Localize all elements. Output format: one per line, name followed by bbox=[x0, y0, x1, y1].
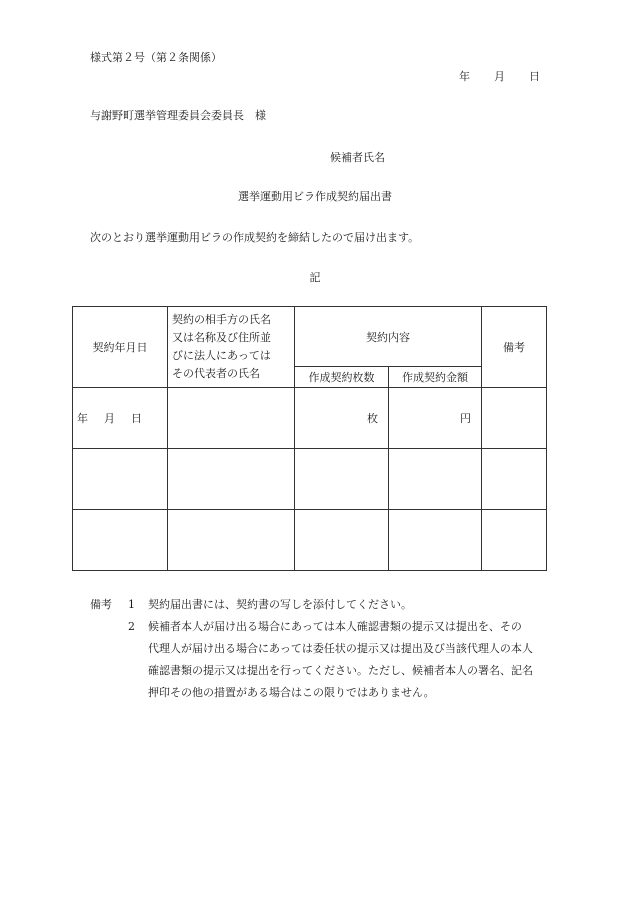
date-line bbox=[459, 71, 540, 82]
row-party-cell[interactable] bbox=[168, 449, 295, 510]
header-contract-details: 契約内容 bbox=[295, 307, 482, 367]
header-party-line: その代表者の氏名 bbox=[172, 367, 260, 380]
note-number: 2 bbox=[128, 620, 135, 633]
table-row bbox=[73, 449, 547, 510]
row-amount-cell[interactable] bbox=[389, 510, 482, 571]
note-line: 代理人が届け出る場合にあっては委任状の提示又は提出及び当該代理人の本人 bbox=[148, 642, 533, 655]
contract-table bbox=[72, 306, 547, 571]
document-title: 選挙運動用ビラ作成契約届出書 bbox=[238, 190, 392, 203]
table-row bbox=[73, 510, 547, 571]
row-remarks-cell[interactable] bbox=[482, 510, 547, 571]
note-line: 候補者本人が届け出る場合にあっては本人確認書類の提示又は提出を、その bbox=[148, 620, 522, 633]
header-quantity: 作成契約枚数 bbox=[295, 367, 389, 388]
note-item bbox=[90, 616, 550, 704]
note-number: 1 bbox=[128, 598, 135, 611]
notes-section bbox=[90, 594, 550, 704]
row-amount-cell[interactable] bbox=[389, 449, 482, 510]
row-date-day: 日 bbox=[131, 412, 142, 425]
row-remarks-cell[interactable] bbox=[482, 388, 547, 449]
form-number: 様式第２号（第２条関係） bbox=[90, 51, 222, 64]
header-party-line: 契約の相手方の氏名 bbox=[172, 313, 271, 326]
note-line: 確認書類の提示又は提出を行ってください。ただし、候補者本人の署名、記名 bbox=[148, 664, 533, 677]
row-date-year: 年 bbox=[77, 412, 88, 425]
row-date-month: 月 bbox=[104, 412, 115, 425]
row-date-cell bbox=[73, 388, 168, 449]
header-contract-date: 契約年月日 bbox=[73, 307, 168, 388]
note-item bbox=[90, 594, 550, 616]
header-party-line: 又は名称及び住所並 bbox=[172, 331, 271, 344]
date-year: 年 bbox=[459, 70, 470, 83]
note-line: 契約届出書には、契約書の写しを添付してください。 bbox=[148, 598, 412, 611]
note-text bbox=[148, 594, 550, 616]
note-text bbox=[148, 616, 550, 704]
table-row bbox=[73, 388, 547, 449]
header-remarks: 備考 bbox=[482, 307, 547, 388]
statement: 次のとおり選挙運動用ビラの作成契約を締結したので届け出ます。 bbox=[90, 231, 420, 244]
row-party-cell[interactable] bbox=[168, 388, 295, 449]
ki-heading: 記 bbox=[309, 271, 321, 284]
notes-label: 備考 bbox=[90, 598, 112, 611]
row-sheets-cell[interactable] bbox=[295, 449, 389, 510]
header-contract-party bbox=[168, 307, 295, 388]
row-amount-cell: 円 bbox=[389, 388, 482, 449]
header-amount: 作成契約金額 bbox=[389, 367, 482, 388]
date-month: 月 bbox=[494, 70, 505, 83]
date-day: 日 bbox=[529, 70, 540, 83]
row-date-cell[interactable] bbox=[73, 510, 168, 571]
row-sheets-cell: 枚 bbox=[295, 388, 389, 449]
row-remarks-cell[interactable] bbox=[482, 449, 547, 510]
row-date-cell[interactable] bbox=[73, 449, 168, 510]
note-line: 押印その他の措置がある場合はこの限りではありません。 bbox=[148, 686, 435, 699]
row-party-cell[interactable] bbox=[168, 510, 295, 571]
row-sheets-cell[interactable] bbox=[295, 510, 389, 571]
addressee: 与謝野町選挙管理委員会委員長 様 bbox=[90, 109, 266, 122]
header-party-line: びに法人にあっては bbox=[172, 349, 271, 362]
candidate-name-label: 候補者氏名 bbox=[330, 151, 385, 164]
